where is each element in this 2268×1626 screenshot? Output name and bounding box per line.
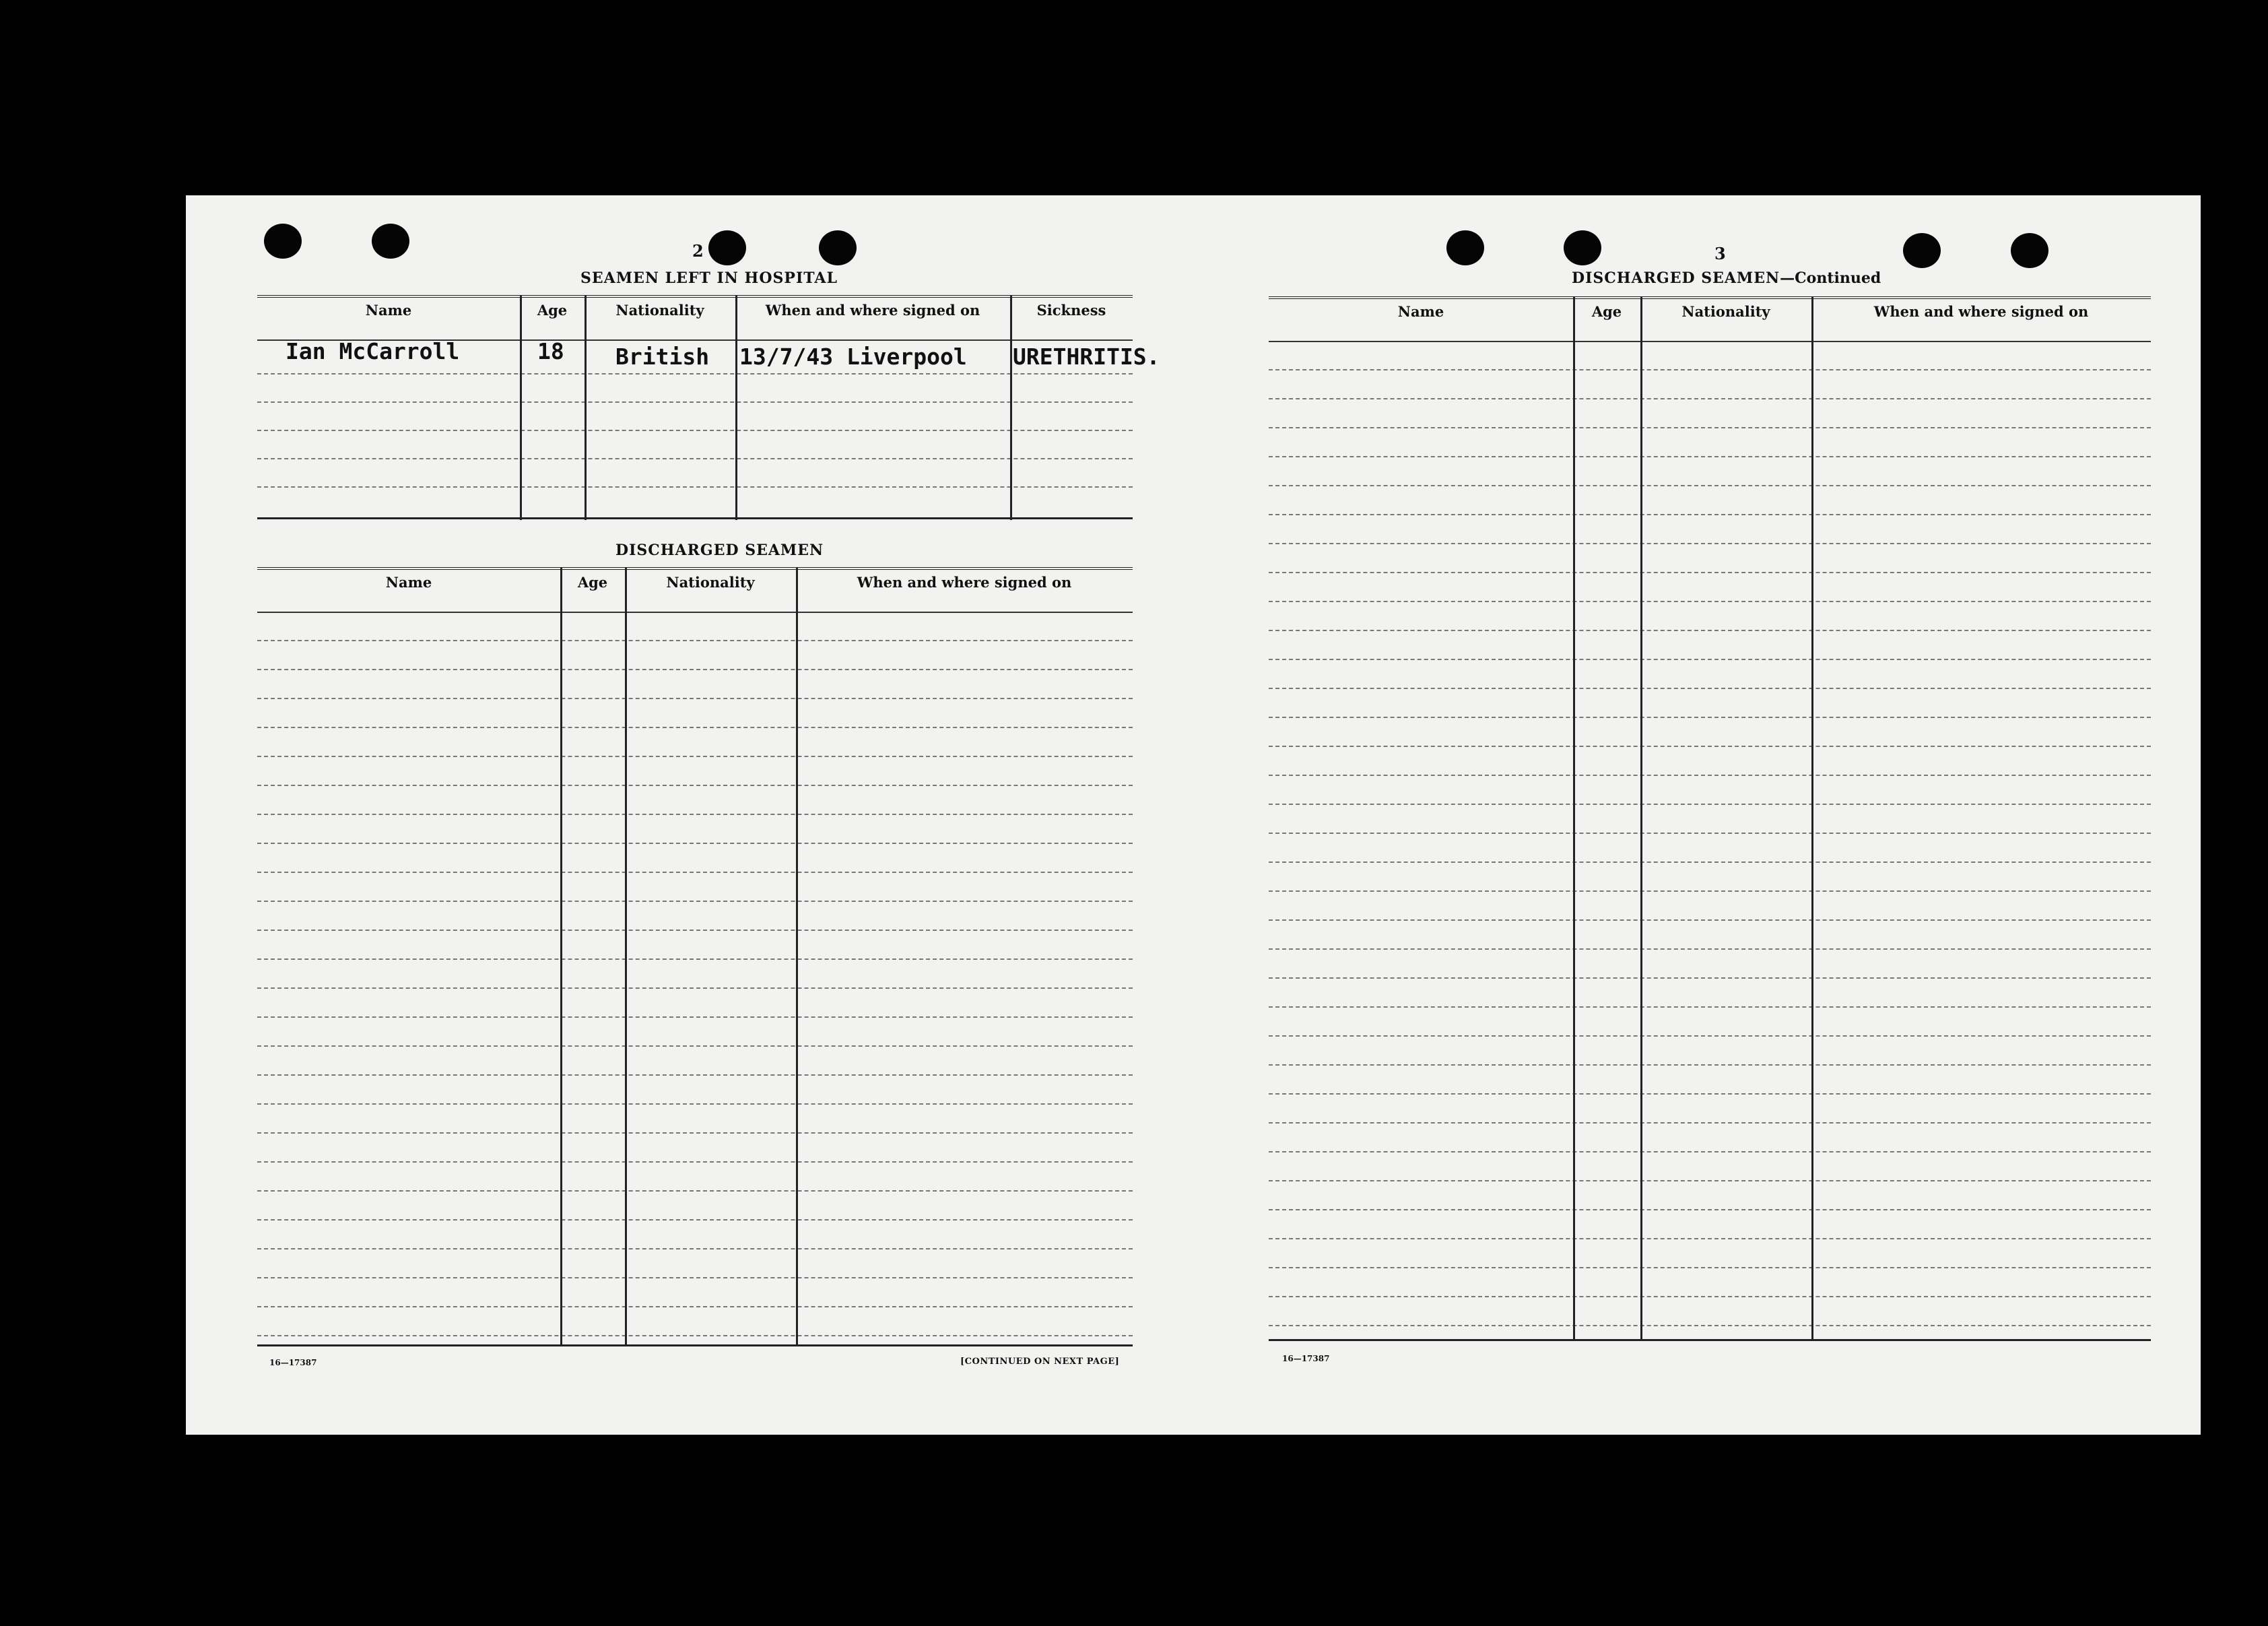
row-line (1269, 688, 2151, 689)
column-divider (625, 567, 627, 1346)
row-line (257, 1306, 1133, 1307)
row-line (1269, 659, 2151, 660)
row-line (1269, 1006, 2151, 1008)
table-bottom-rule (1269, 1339, 2151, 1341)
row-line (1269, 775, 2151, 776)
row-line (1269, 1151, 2151, 1152)
row-line (1269, 485, 2151, 486)
row-line (1269, 630, 2151, 631)
row-line (1269, 861, 2151, 863)
seaman-name: Ian McCarroll (286, 338, 460, 364)
row-line (257, 785, 1133, 786)
column-divider (585, 295, 587, 520)
col-header-nationality: Nationality (666, 574, 755, 591)
row-line (257, 1335, 1133, 1336)
row-line (1269, 572, 2151, 573)
column-divider (735, 295, 737, 520)
row-line (257, 401, 1133, 403)
row-line (1269, 543, 2151, 544)
column-divider (1573, 296, 1575, 1340)
col-header-name: Name (1397, 303, 1444, 320)
column-divider (796, 567, 798, 1346)
discharged-table-left (257, 567, 1133, 1348)
row-line (1269, 1325, 2151, 1326)
col-header-signed-on: When and where signed on (857, 574, 1072, 591)
col-header-age: Age (1591, 303, 1622, 320)
row-line (1269, 746, 2151, 747)
row-line (1269, 1122, 2151, 1124)
col-header-name: Name (365, 302, 412, 319)
row-line (257, 430, 1133, 431)
punch-hole (264, 224, 302, 259)
row-line (257, 1045, 1133, 1047)
row-line (257, 1277, 1133, 1278)
row-line (1269, 1238, 2151, 1239)
row-line (1269, 977, 2151, 979)
row-line (1269, 427, 2151, 428)
row-line (1269, 369, 2151, 370)
row-line (1269, 919, 2151, 921)
col-header-nationality: Nationality (1681, 303, 1770, 320)
row-line (257, 958, 1133, 960)
seaman-sickness: URETHRITIS. (1013, 344, 1160, 370)
col-header-age: Age (577, 574, 608, 591)
punch-hole (819, 230, 857, 265)
row-line (1269, 833, 2151, 834)
table-top-rule (257, 295, 1133, 298)
col-header-signed-on: When and where signed on (765, 302, 980, 319)
seaman-age: 18 (537, 338, 564, 364)
row-line (1269, 1093, 2151, 1095)
table-bottom-rule (257, 1344, 1133, 1346)
row-line (257, 756, 1133, 757)
column-divider (1811, 296, 1813, 1340)
table-top-rule (1269, 296, 2151, 299)
form-number-left: 16—17387 (269, 1358, 317, 1367)
row-line (257, 1103, 1133, 1105)
row-line (257, 727, 1133, 728)
column-divider (560, 567, 562, 1346)
row-line (257, 640, 1133, 641)
row-line (257, 1074, 1133, 1076)
discharged-continued-title (1572, 269, 1881, 287)
form-number-right: 16—17387 (1282, 1354, 1330, 1363)
row-line (257, 458, 1133, 459)
row-line (257, 486, 1133, 488)
seaman-nationality: British (615, 344, 710, 370)
page-number-right: 3 (1714, 244, 1726, 263)
row-line (257, 1161, 1133, 1163)
row-line (1269, 717, 2151, 718)
column-divider (1010, 295, 1012, 520)
row-line (257, 1016, 1133, 1018)
row-line (257, 373, 1133, 375)
hospital-table (257, 295, 1160, 521)
row-line (1269, 890, 2151, 892)
punch-hole (1903, 233, 1941, 268)
row-line (1269, 1064, 2151, 1066)
row-line (257, 930, 1133, 931)
row-line (1269, 1035, 2151, 1037)
row-line (1269, 1209, 2151, 1210)
discharged-title-text: DISCHARGED SEAMEN (1572, 269, 1780, 287)
row-line (1269, 398, 2151, 399)
column-divider (1640, 296, 1642, 1340)
column-divider (520, 295, 522, 520)
row-line (1269, 948, 2151, 950)
row-line (1269, 1180, 2151, 1181)
header-rule (257, 612, 1133, 613)
punch-hole (1446, 230, 1484, 265)
continued-suffix: —Continued (1780, 269, 1881, 287)
row-line (257, 698, 1133, 699)
col-header-name: Name (385, 574, 432, 591)
col-header-signed-on: When and where signed on (1873, 303, 2089, 320)
row-line (257, 1190, 1133, 1192)
col-header-sickness: Sickness (1036, 302, 1106, 319)
col-header-nationality: Nationality (615, 302, 704, 319)
seaman-signed-on: 13/7/43 Liverpool (739, 344, 967, 370)
row-line (257, 1132, 1133, 1134)
punch-hole (2011, 233, 2048, 268)
row-line (257, 901, 1133, 902)
discharged-table-right (1269, 296, 2151, 1347)
table-top-rule (257, 567, 1133, 570)
row-line (257, 669, 1133, 670)
header-rule (1269, 341, 2151, 342)
document-sheet (186, 195, 2201, 1435)
row-line (257, 1219, 1133, 1221)
row-line (1269, 1267, 2151, 1268)
punch-hole (708, 230, 746, 265)
row-line (257, 843, 1133, 844)
row-line (1269, 601, 2151, 602)
row-line (1269, 456, 2151, 457)
discharged-section-title: DISCHARGED SEAMEN (615, 542, 824, 559)
row-line (1269, 1296, 2151, 1297)
row-line (257, 872, 1133, 873)
row-line (1269, 804, 2151, 805)
punch-hole (1564, 230, 1601, 265)
row-line (1269, 514, 2151, 515)
col-header-age: Age (537, 302, 568, 319)
punch-hole (372, 224, 409, 259)
hospital-section-title: SEAMEN LEFT IN HOSPITAL (580, 269, 838, 287)
row-line (257, 1248, 1133, 1249)
page-number-left: 2 (692, 241, 704, 261)
continued-note: [CONTINUED ON NEXT PAGE] (960, 1357, 1120, 1367)
table-bottom-rule (257, 517, 1133, 519)
row-line (257, 814, 1133, 815)
row-line (257, 987, 1133, 989)
